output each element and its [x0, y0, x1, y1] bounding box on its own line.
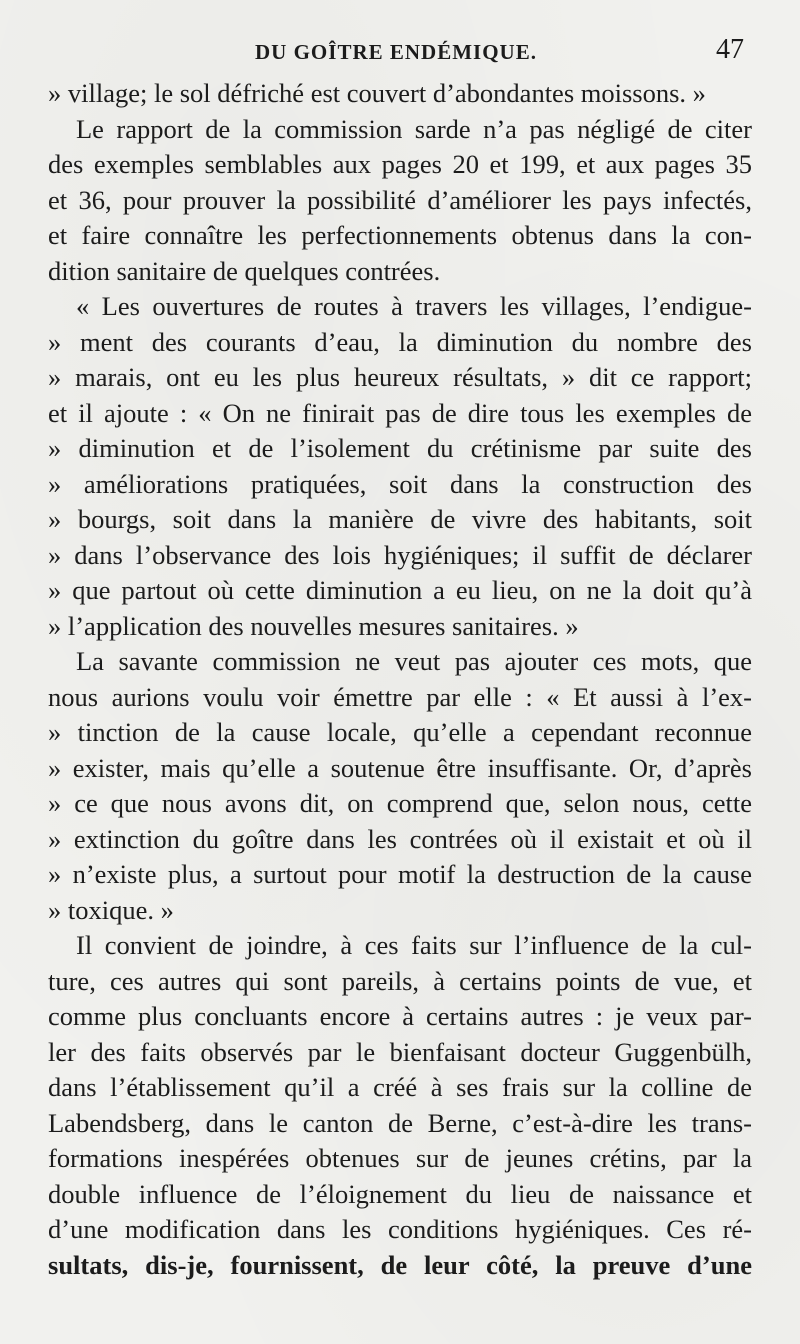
- body-text: [48, 76, 752, 1283]
- text-line: nous aurions voulu voir émettre par elle : « Et aussi à l’ex-: [48, 681, 752, 712]
- text-line: et faire connaître les perfectionnements obtenus dans la con-: [48, 220, 752, 250]
- text-line: d’une modification dans les conditions hygiéniques. Ces ré-: [48, 1214, 752, 1244]
- text-line: sultats, dis-je, fournissent, de leur côté, la preuve d’une: [48, 1249, 752, 1280]
- text-line: » village; le sol défriché est couvert d’abondantes moissons. »: [48, 78, 706, 108]
- text-line: » extinction du goître dans les contrées où il existait et où il: [48, 823, 752, 854]
- text-line: ture, ces autres qui sont pareils, à certains points de vue, et: [48, 965, 752, 996]
- text-line: Labendsberg, dans le canton de Berne, c’est-à-dire les trans-: [48, 1107, 752, 1138]
- text-line: formations inespérées obtenues sur de jeunes crétins, par la: [48, 1143, 752, 1173]
- text-line: » dans l’observance des lois hygiéniques; il suffit de déclarer: [48, 539, 752, 570]
- text-line: Le rapport de la commission sarde n’a pas négligé de citer: [76, 113, 752, 144]
- text-line: » exister, mais qu’elle a soutenue être insuffisante. Or, d’après: [48, 752, 752, 783]
- text-line: comme plus concluants encore à certains autres : je veux par-: [48, 1001, 752, 1031]
- page-number: 47: [716, 34, 744, 65]
- text-line: » n’existe plus, a surtout pour motif la destruction de la cause: [48, 859, 752, 889]
- running-title: DU GOÎTRE ENDÉMIQUE.: [255, 40, 537, 64]
- text-line: dans l’établissement qu’il a créé à ses frais sur la colline de: [48, 1072, 752, 1102]
- running-head: [48, 34, 744, 74]
- text-line: » l’application des nouvelles mesures sanitaires. »: [48, 610, 579, 641]
- text-line: et il ajoute : « On ne finirait pas de dire tous les exemples de: [48, 397, 752, 428]
- text-line: Il convient de joindre, à ces faits sur l’influence de la cul-: [76, 930, 752, 960]
- text-line: » ment des courants d’eau, la diminution du nombre des: [48, 326, 752, 357]
- text-line: » tinction de la cause locale, qu’elle a cependant reconnue: [48, 717, 752, 747]
- text-line: » ce que nous avons dit, on comprend que, selon nous, cette: [48, 788, 752, 818]
- text-line: » marais, ont eu les plus heureux résultats, » dit ce rapport;: [48, 362, 752, 392]
- text-line: et 36, pour prouver la possibilité d’améliorer les pays infectés,: [48, 184, 752, 215]
- text-line: » toxique. »: [48, 894, 174, 925]
- text-line: double influence de l’éloignement du lieu de naissance et: [48, 1178, 752, 1209]
- text-line: des exemples semblables aux pages 20 et 199, et aux pages 35: [48, 149, 752, 179]
- text-line: « Les ouvertures de routes à travers les villages, l’endigue-: [76, 291, 752, 321]
- text-line: » améliorations pratiquées, soit dans la construction des: [48, 468, 752, 499]
- text-line: La savante commission ne veut pas ajouter ces mots, que: [76, 646, 752, 676]
- text-line: » que partout où cette diminution a eu lieu, on ne la doit qu’à: [48, 575, 752, 605]
- text-line: » diminution et de l’isolement du crétinisme par suite des: [48, 433, 752, 463]
- text-line: dition sanitaire de quelques contrées.: [48, 255, 441, 286]
- text-line: » bourgs, soit dans la manière de vivre des habitants, soit: [48, 504, 752, 534]
- text-line: ler des faits observés par le bienfaisant docteur Guggenbülh,: [48, 1036, 752, 1067]
